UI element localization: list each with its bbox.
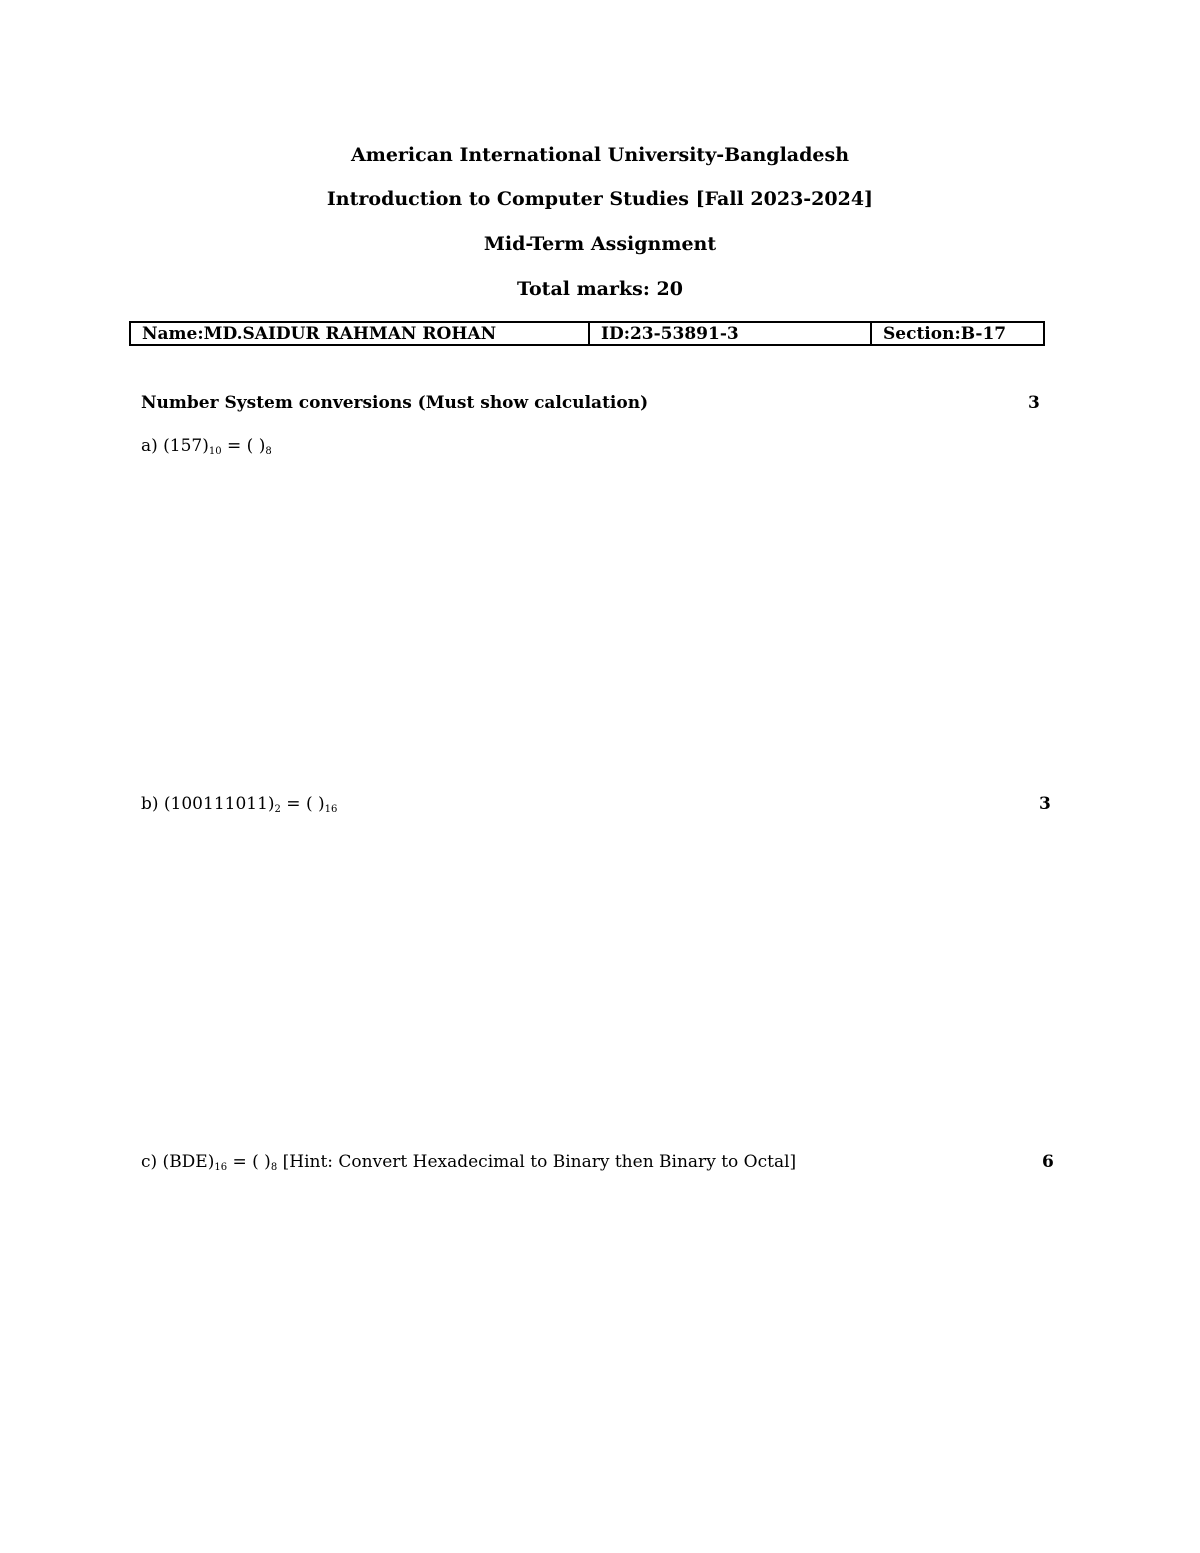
question-b-base-to: 16 (324, 804, 338, 815)
question-c (141, 1152, 796, 1172)
question-b-marks: 3 (1039, 794, 1051, 814)
question-b (141, 794, 337, 814)
question-c-equals: = ( ) (227, 1152, 271, 1172)
question-c-base-from: 16 (214, 1162, 228, 1173)
question-a-base-to: 8 (265, 446, 272, 457)
section-title: Number System conversions (Must show calculation) (141, 393, 649, 413)
section-marks: 3 (1028, 393, 1040, 413)
question-a-base-from: 10 (208, 446, 222, 457)
question-c-base-to: 8 (270, 1162, 278, 1173)
question-c-label: c) (BDE) (141, 1152, 215, 1172)
student-section-cell: Section:B-17 (883, 324, 1007, 344)
question-b-label: b) (100111011) (141, 794, 275, 814)
course-title: Introduction to Computer Studies [Fall 2023-2024] (326, 188, 874, 210)
question-a (141, 436, 272, 456)
student-info-table (129, 321, 1045, 346)
student-id-cell: ID:23-53891-3 (590, 323, 872, 344)
question-c-marks: 6 (1042, 1152, 1054, 1172)
assignment-title: Mid-Term Assignment (483, 233, 717, 255)
question-c-hint: [Hint: Convert Hexadecimal to Binary then Binary to Octal] (277, 1152, 797, 1172)
question-b-equals: = ( ) (280, 794, 325, 814)
student-name-cell: Name:MD.SAIDUR RAHMAN ROHAN (131, 323, 590, 344)
question-a-label: a) (157) (141, 436, 209, 456)
total-marks: Total marks: 20 (517, 278, 683, 300)
university-title: American International University-Bangladesh (350, 144, 850, 166)
question-b-base-from: 2 (274, 804, 281, 815)
question-a-equals: = ( ) (221, 436, 266, 456)
